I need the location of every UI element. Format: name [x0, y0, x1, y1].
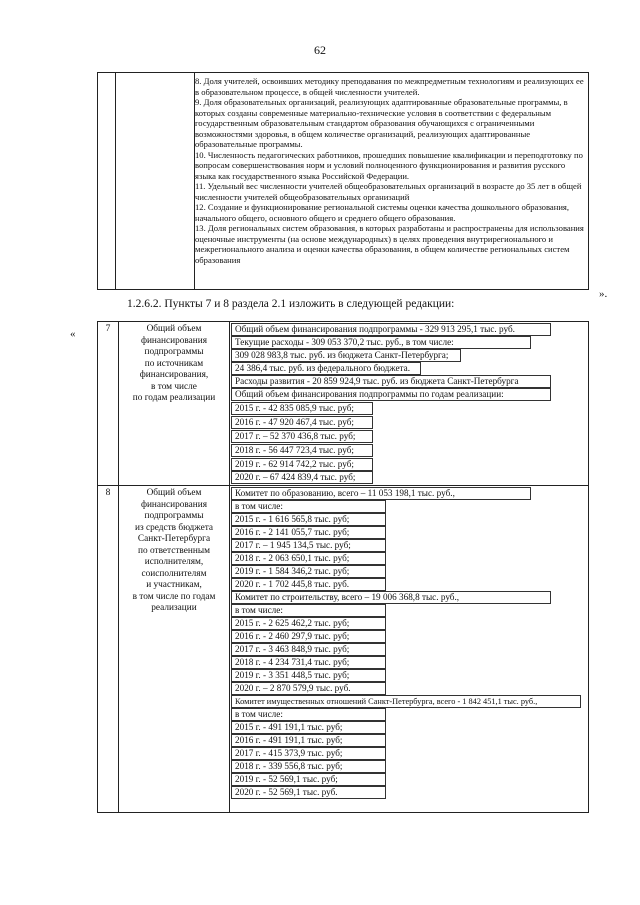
indicator-12: 12. Создание и функционирование региональной системы оценки качества дошкольного образования, начального общего, основного общего и среднего общего образования.	[195, 202, 570, 223]
indicators-table	[97, 72, 589, 290]
section-heading: 1.2.6.2. Пункты 7 и 8 раздела 2.1 изложить в следующей редакции:	[127, 298, 455, 310]
indicators-label-cell	[115, 73, 195, 289]
column-divider	[118, 322, 119, 812]
indicator-8: 8. Доля учителей, освоивших методику преподавания по межпредметным технологиям и реализующих ее в образовательном процессе, в общей численности учителей.	[195, 76, 584, 97]
row-8-entry: в том числе:	[231, 604, 386, 617]
row-7-entry: 309 028 983,8 тыс. руб. из бюджета Санкт-Петербурга;	[231, 349, 461, 362]
row-8-entry: в том числе:	[231, 708, 386, 721]
row-8-entry: 2019 г. - 52 569,1 тыс. руб;	[231, 773, 386, 786]
row-divider	[98, 485, 588, 486]
row-7-entry: 2016 г. - 47 920 467,4 тыс. руб;	[231, 416, 373, 429]
row-8-entry: 2018 г. - 339 556,8 тыс. руб;	[231, 760, 386, 773]
row-8-entry: 2020 г. - 1 702 445,8 тыс. руб.	[231, 578, 386, 591]
financing-table	[97, 321, 589, 813]
row-8-label-line: подпрограммы	[144, 511, 204, 521]
row-8-entry: 2015 г. - 491 191,1 тыс. руб;	[231, 721, 386, 734]
row-8-entry: 2017 г. - 3 463 848,9 тыс. руб;	[231, 643, 386, 656]
row-8-label-line: и участникам,	[146, 580, 202, 590]
row-7-label-line: финансирования,	[139, 370, 209, 380]
row-8-entry: 2016 г. - 2 460 297,9 тыс. руб;	[231, 630, 386, 643]
row-8-label-line: по ответственным	[138, 545, 210, 556]
row-7-label	[120, 324, 228, 405]
row-7-entry: Общий объем финансирования подпрограммы по годам реализации:	[231, 388, 551, 401]
page-number: 62	[314, 43, 326, 57]
row-8-entry: 2015 г. - 2 625 462,2 тыс. руб;	[231, 617, 386, 630]
closing-quote: ».	[599, 288, 608, 300]
indicator-9: 9. Доля образовательных организаций, реализующих адаптированные образовательные программы, в которых созданы современные материально-технические условия в соответствии с федеральным государственным образовательным стандартом образования обучающихся с ограниченными возможностями здоровья, в общем количестве организаций, реализующих адаптированные образовательные программы.	[195, 97, 568, 149]
row-8-label-line: в том числе по годам	[132, 591, 216, 602]
row-7-number: 7	[105, 324, 111, 334]
indicators-text-cell	[195, 76, 584, 265]
indicators-number-cell	[98, 73, 116, 289]
row-8-entry: 2019 г. - 1 584 346,2 тыс. руб;	[231, 565, 386, 578]
row-7-entry: Общий объем финансирования подпрограммы - 329 913 295,1 тыс. руб.	[231, 323, 551, 336]
row-8-entry: 2020 г. – 2 870 579,9 тыс. руб.	[231, 682, 386, 695]
row-7-label-line: по годам реализации	[132, 393, 216, 403]
row-7-entry: 2018 г. - 56 447 723,4 тыс. руб;	[231, 444, 373, 457]
row-7-label-line: финансирования	[140, 335, 208, 346]
row-8-label-line: финансирования	[140, 499, 208, 510]
row-7-label-line: подпрограммы	[144, 347, 204, 357]
row-8-label-line: реализации	[151, 603, 197, 613]
row-7-entry: 2019 г. - 62 914 742,2 тыс. руб;	[231, 458, 373, 471]
opening-quote: «	[70, 328, 76, 340]
row-8-entry: 2016 г. - 2 141 055,7 тыс. руб;	[231, 526, 386, 539]
row-8-entry: 2016 г. - 491 191,1 тыс. руб;	[231, 734, 386, 747]
row-8-entry: 2018 г. - 4 234 731,4 тыс. руб;	[231, 656, 386, 669]
row-7-label-line: в том числе	[151, 381, 197, 392]
row-7-entry: 2020 г. – 67 424 839,4 тыс. руб;	[231, 471, 373, 484]
row-7-entry: 2017 г. – 52 370 436,8 тыс. руб;	[231, 430, 373, 443]
indicator-10: 10. Численность педагогических работников, прошедших повышение квалификации и переподготовку по вопросам совершенствования норм и условий полноценного функционирования и развития русского языка как государственного языка Российской Федерации.	[195, 149, 583, 181]
row-8-label	[120, 488, 228, 615]
row-7-label-line: Общий объем	[146, 324, 202, 334]
row-8-entry: Комитет по образованию, всего – 11 053 198,1 тыс. руб.,	[231, 487, 531, 500]
row-7-entry: Расходы развития - 20 859 924,9 тыс. руб. из бюджета Санкт-Петербурга	[231, 375, 551, 388]
row-8-label-line: Санкт-Петербурга	[137, 534, 211, 544]
column-divider	[229, 322, 230, 812]
row-7-label-line: по источникам	[144, 358, 204, 369]
row-8-entry: 2017 г. - 415 373,9 тыс. руб;	[231, 747, 386, 760]
indicator-13: 13. Доля региональных систем образования, в которых разработаны и распространены для использования оценочные инструменты (на основе международных) в целях проведения внутрирегионального и межрегионального анализа и оценки качества образования, в общем количестве региональных систем образования	[195, 223, 584, 265]
row-8-label-line: исполнителям,	[144, 557, 204, 567]
row-8-entry: 2017 г. – 1 945 134,5 тыс. руб;	[231, 539, 386, 552]
row-8-label-line: Общий объем	[146, 488, 202, 498]
row-7-entry: Текущие расходы - 309 053 370,2 тыс. руб., в том числе:	[231, 336, 531, 349]
row-7-entry: 24 386,4 тыс. руб. из федерального бюджета.	[231, 362, 421, 375]
indicator-11: 11. Удельный вес численности учителей общеобразовательных организаций в возрасте до 35 лет в общей численности учителей общеобразовательных организаций	[195, 181, 582, 202]
row-7-entry: 2015 г. - 42 835 085,9 тыс. руб;	[231, 402, 373, 415]
row-8-number: 8	[105, 488, 111, 498]
row-8-label-line: из средств бюджета	[134, 522, 214, 533]
row-8-label-line: соисполнителям	[141, 568, 207, 579]
row-8-entry: 2019 г. - 3 351 448,5 тыс. руб;	[231, 669, 386, 682]
row-8-entry: Комитет имущественных отношений Санкт-Петербурга, всего - 1 842 451,1 тыс. руб.,	[231, 695, 581, 708]
row-8-entry: 2020 г. - 52 569,1 тыс. руб.	[231, 786, 386, 799]
row-8-entry: 2018 г. - 2 063 650,1 тыс. руб;	[231, 552, 386, 565]
row-8-entry: 2015 г. - 1 616 565,8 тыс. руб;	[231, 513, 386, 526]
row-8-entry: в том числе:	[231, 500, 386, 513]
row-8-entry: Комитет по строительству, всего – 19 006 368,8 тыс. руб.,	[231, 591, 551, 604]
